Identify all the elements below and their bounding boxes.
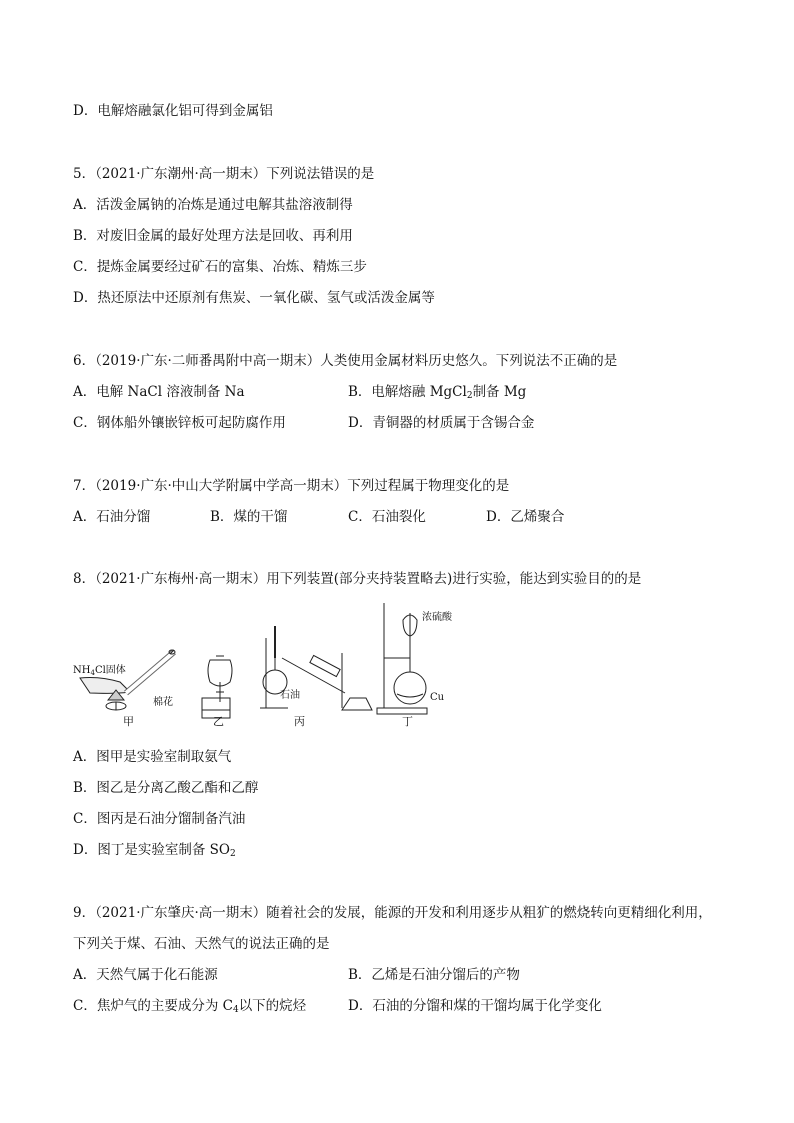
q7-option-a: A．石油分馏 [73,509,151,525]
q7-option-b: B．煤的干馏 [210,509,288,525]
q7-option-d: D．乙烯聚合 [486,509,565,525]
q8-option-d [73,841,236,859]
lab-setup-svg [70,598,530,728]
q6-option-b-pre: B．电解熔融 MgCl [348,384,467,400]
q5-option-d: D．热还原法中还原剂有焦炭、一氧化碳、氢气或活泼金属等 [73,290,435,306]
apparatus-ding [377,603,453,728]
q8-figure [70,598,530,728]
q5-option-c: C．提炼金属要经过矿石的富集、冶炼、精炼三步 [73,259,367,275]
label-acid: 浓硫酸 [422,612,452,623]
q8-option-c: C．图丙是石油分馏制备汽油 [73,811,246,827]
label-cotton: 棉花 [153,697,173,708]
q6-option-b-sub: 2 [466,391,473,401]
q8-option-d-sub: 2 [229,849,236,859]
q8-option-b: B．图乙是分离乙酸乙酯和乙醇 [73,780,259,796]
q9-option-b: B．乙烯是石油分馏后的产物 [348,967,520,983]
q9-option-d: D．石油的分馏和煤的干馏均属于化学变化 [348,998,602,1014]
q9-stem-line1: 9．（2021·广东肇庆·高一期末）随着社会的发展，能源的开发和利用逐步从粗犷的燃烧转向更精细化利用， [73,905,712,921]
q9-stem-line2: 下列关于煤、石油、天然气的说法正确的是 [73,936,330,952]
q8-stem: 8．（2021·广东梅州·高一期末）用下列装置(部分夹持装置略去)进行实验，能达到实验目的的是 [73,571,642,587]
q9-option-c [73,997,306,1015]
q6-option-d: D．青铜器的材质属于含锡合金 [348,415,535,431]
label-cu: Cu [430,692,445,703]
caption-bing: 丙 [294,715,305,728]
caption-ding: 丁 [402,715,413,728]
q8-option-d-pre: D．图丁是实验室制备 SO [73,842,230,858]
q6-stem: 6．（2019·广东·二师番禺附中高一期末）人类使用金属材料历史悠久。下列说法不正确的是 [73,353,618,369]
q9-option-c-sub: 4 [232,1005,239,1015]
q7-option-c: C．石油裂化 [348,509,426,525]
q5-option-b: B．对废旧金属的最好处理方法是回收、再利用 [73,228,353,244]
caption-jia: 甲 [123,715,134,728]
q5-option-a: A．活泼金属钠的冶炼是通过电解其盐溶液制得 [73,197,353,213]
apparatus-yi [202,656,232,728]
apparatus-bing [260,626,372,728]
q9-option-c-post: 以下的烷烃 [238,998,307,1014]
q7-stem: 7．（2019·广东·中山大学附属中学高一期末）下列过程属于物理变化的是 [73,478,510,494]
label-oil: 石油 [280,690,300,701]
q4-option-d: D．电解熔融氯化铝可得到金属铝 [73,103,273,119]
q5-stem: 5．（2021·广东潮州·高一期末）下列说法错误的是 [73,166,375,182]
q9-option-a: A．天然气属于化石能源 [73,967,218,983]
apparatus-jia [73,650,175,728]
q6-option-b-post: 制备 Mg [472,384,527,400]
q6-option-c: C．钢体船外镶嵌锌板可起防腐作用 [73,415,286,431]
caption-yi: 乙 [213,715,224,728]
q6-option-a: A．电解 NaCl 溶液制备 Na [73,384,245,400]
q9-option-c-pre: C．焦炉气的主要成分为 C [73,998,233,1014]
q8-option-a: A．图甲是实验室制取氨气 [73,749,232,765]
q6-option-b [348,383,526,401]
label-nh4cl: $NH_4Cl$固体 [73,665,126,677]
